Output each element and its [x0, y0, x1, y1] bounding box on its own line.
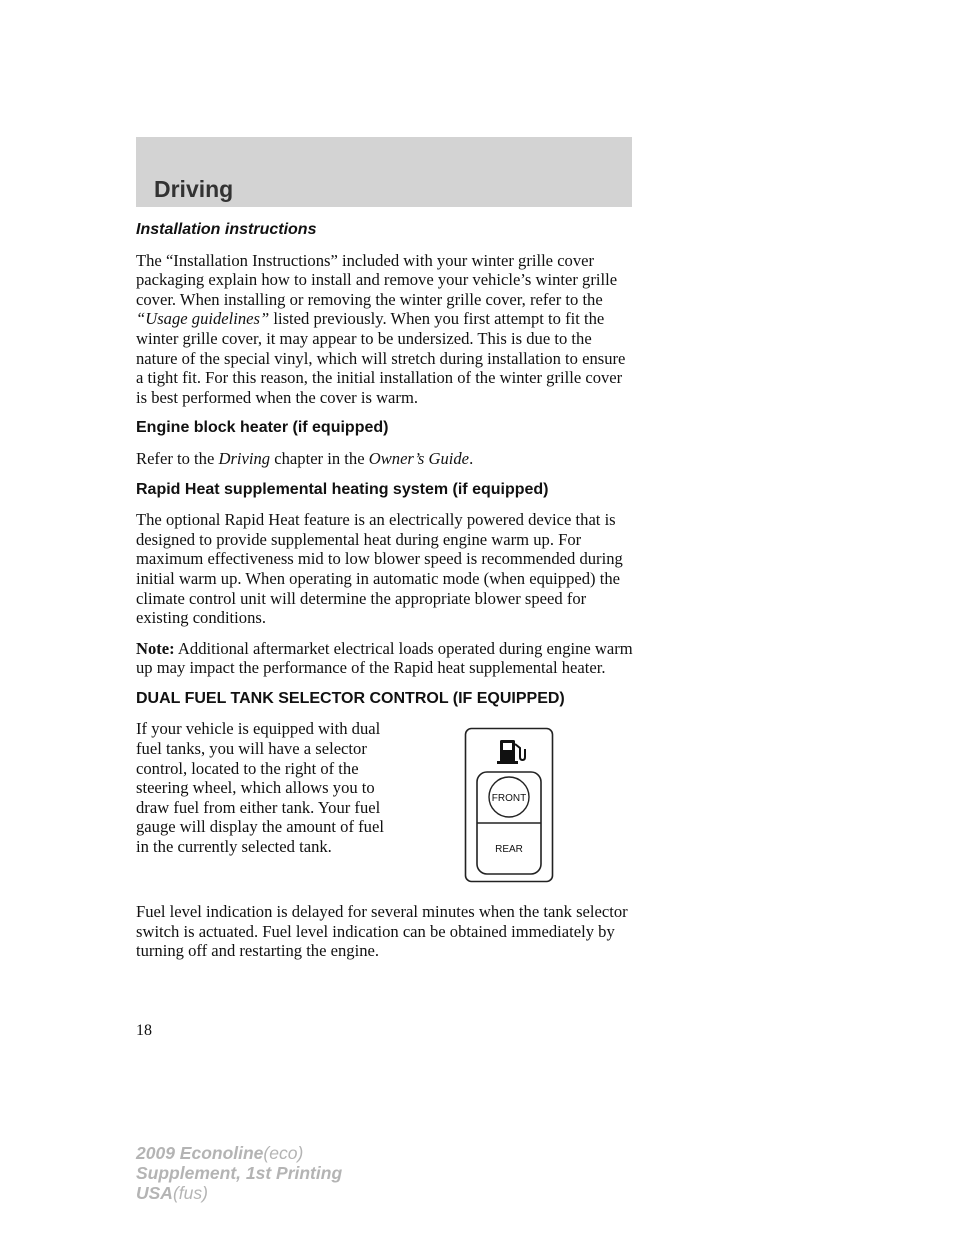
- rapid-heat-note: [136, 639, 636, 678]
- footer-imprint: [136, 1143, 342, 1203]
- rear-label: REAR: [495, 844, 523, 856]
- section-title: Driving: [154, 176, 234, 202]
- installation-text-a: The “Installation Instructions” included with your winter grille cover packaging explain how to install and remove your vehicle’s winter grille cover. When installing or removing the winter grille cover, refer to the: [136, 250, 618, 309]
- dual-fuel-heading: DUAL FUEL TANK SELECTOR CONTROL (IF EQUIPPED): [136, 689, 565, 707]
- footer-line-1: [136, 1143, 342, 1163]
- block-heater-heading: Engine block heater (if equipped): [136, 419, 389, 437]
- block-heater-prefix: Refer to the: [136, 448, 219, 468]
- footer-market: USA: [136, 1183, 173, 1203]
- installation-paragraph: [136, 251, 636, 408]
- driving-chapter-reference: Driving: [218, 448, 271, 468]
- footer-model: 2009 Econoline: [136, 1143, 264, 1163]
- fuel-selector-illustration: [464, 727, 554, 888]
- installation-heading: Installation instructions: [136, 221, 317, 238]
- dual-fuel-paragraph: If your vehicle is equipped with dual fuel tanks, you will have a selector control, located to the right of the steering wheel, which allows you to draw fuel from either tank. Your fuel gauge will display the amount of fuel in the currently selected tank.: [136, 719, 384, 857]
- rapid-heat-heading: Rapid Heat supplemental heating system (if equipped): [136, 480, 549, 498]
- footer-line-3: [136, 1183, 342, 1203]
- page-content: [136, 220, 636, 972]
- owners-guide-reference: Owner’s Guide: [368, 448, 470, 468]
- rapid-heat-paragraph: The optional Rapid Heat feature is an electrically powered device that is designed to provide supplemental heat during engine warm up. For maximum effectiveness mid to low blower speed is recommended during initial warm up. When operating in automatic mode (when equipped) the climate control unit will determine the appropriate blower speed for existing conditions.: [136, 510, 623, 628]
- usage-guidelines-reference: “Usage guidelines”: [136, 309, 270, 329]
- footer-line-2: Supplement, 1st Printing: [136, 1163, 343, 1183]
- installation-text-b: listed previously. When you first attempt to fit the winter grille cover, it may appear to be undersized. This is due to the nature of the special vinyl, which will stretch during installation to ensure a tight fit. For this reason, the initial installation of the winter grille cover is best performed when the cover is warm.: [136, 309, 626, 407]
- block-heater-suffix: .: [469, 448, 474, 468]
- note-text: Additional aftermarket electrical loads operated during engine warm up may impact the performance of the Rapid heat supplemental heater.: [136, 638, 633, 678]
- dual-fuel-row: [136, 719, 636, 888]
- note-label: Note:: [136, 638, 175, 658]
- footer-model-code: (eco): [263, 1143, 304, 1163]
- front-label: FRONT: [491, 793, 527, 805]
- fuel-selector-switch-drawing: [464, 727, 554, 883]
- fuel-indication-paragraph: Fuel level indication is delayed for several minutes when the tank selector switch is actuated. Fuel level indication can be obtained immediately by turning off and restarting the engine.: [136, 902, 628, 961]
- block-heater-paragraph: [136, 449, 636, 469]
- page-number: 18: [136, 1022, 152, 1039]
- block-heater-mid: chapter in the: [270, 448, 369, 468]
- footer-market-code: (fus): [172, 1183, 208, 1203]
